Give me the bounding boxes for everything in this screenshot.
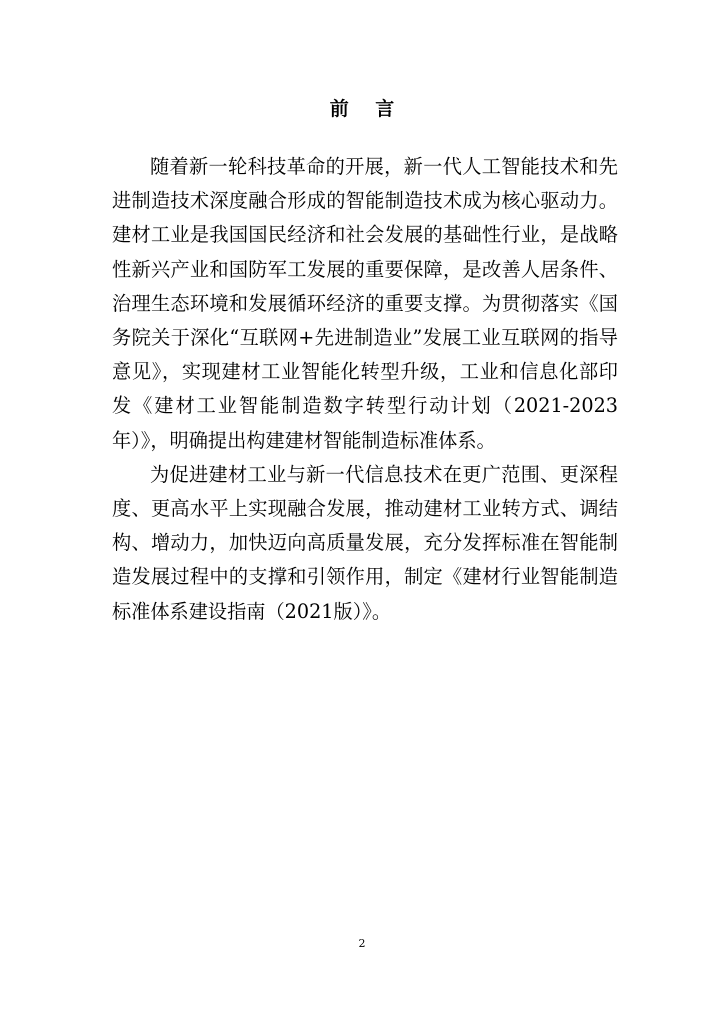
paragraph-1: 随着新一轮科技革命的开展，新一代人工智能技术和先进制造技术深度融合形成的智能制造技术成为核心驱动力。建材工业是我国国民经济和社会发展的基础性行业，是战略性新兴产业和国防军工发展的重要保障，是改善人居条件、治理生态环境和发展循环经济的重要支撑。为贯彻落实《国务院关于深化“互联网+先进制造业”发展工业互联网的指导意见》，实现建材工业智能化转型升级，工业和信息化部印发《建材工业智能制造数字转型行动计划（2021-2023年）》，明确提出构建建材智能制造标准体系。 <box>112 155 618 452</box>
document-body <box>112 150 618 629</box>
page-title: 前 言 <box>329 98 405 120</box>
page-number: 2 <box>358 937 366 950</box>
paragraph-2: 为促进建材工业与新一代信息技术在更广范围、更深程度、更高水平上实现融合发展，推动建材工业转方式、调结构、增动力，加快迈向高质量发展，充分发挥标准在智能制造发展过程中的支撑和引领作用，制定《建材行业智能制造标准体系建设指南（2021版）》。 <box>112 462 618 623</box>
